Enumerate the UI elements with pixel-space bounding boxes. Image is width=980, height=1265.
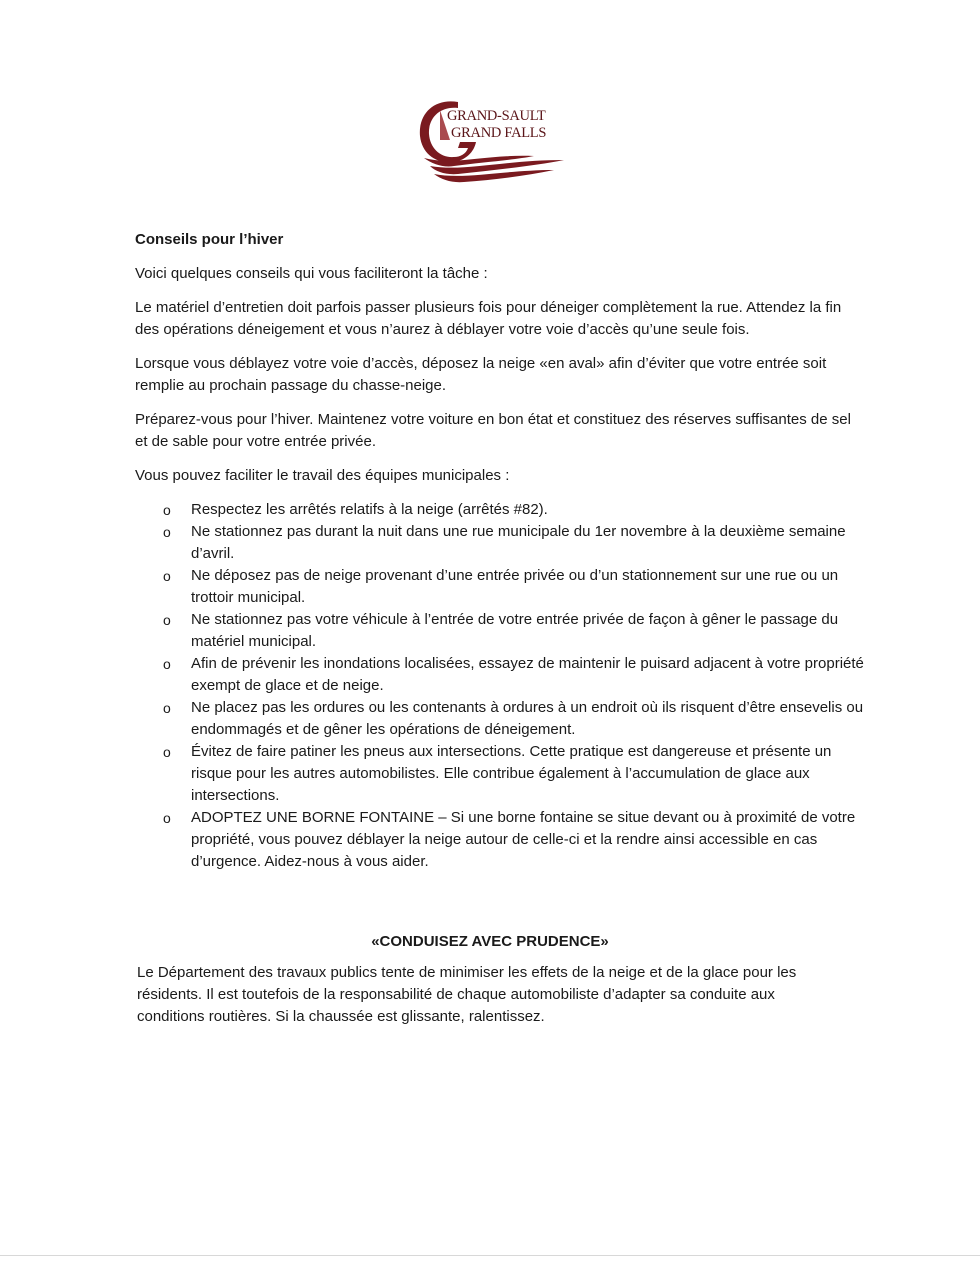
intro-paragraph: Voici quelques conseils qui vous faciliteront la tâche : <box>135 265 488 282</box>
closing-paragraph: Le Département des travaux publics tente de minimiser les effets de la neige et de la glace pour les résidents. Il est toutefois de la responsabilité de chaque automobiliste d’adapter sa conduite aux conditions routières. Si la chaussée est glissante, ralentissez. <box>137 964 797 1025</box>
list-item <box>135 499 865 521</box>
bullet-circle-icon: o <box>163 700 171 716</box>
paragraph-1: Le matériel d’entretien doit parfois passer plusieurs fois pour déneiger complètement la rue. Attendez la fin des opérations déneigement et vous n’aurez à déblayer votre voie d’accès qu’une seule fois. <box>135 299 842 338</box>
paragraph-4: Vous pouvez faciliter le travail des équipes municipales : <box>135 467 510 484</box>
list-item-text: Ne stationnez pas durant la nuit dans une rue municipale du 1er novembre à la deuxième semaine d’avril. <box>191 523 846 562</box>
list-item <box>135 609 865 653</box>
list-item <box>135 807 865 873</box>
list-item <box>135 653 865 697</box>
paragraph-2: Lorsque vous déblayez votre voie d’accès, déposez la neige «en aval» afin d’éviter que votre entrée soit remplie au prochain passage du chasse-neige. <box>135 355 827 394</box>
list-item-text: Afin de prévenir les inondations localisées, essayez de maintenir le puisard adjacent à votre propriété exempt de glace et de neige. <box>191 655 864 694</box>
bullet-circle-icon: o <box>163 744 171 760</box>
bullet-circle-icon: o <box>163 502 171 518</box>
grand-falls-logo <box>414 96 584 186</box>
list-item-text: Ne placez pas les ordures ou les contenants à ordures à un endroit où ils risquent d’être ensevelis ou endommagés et de gêner les opérations de déneigement. <box>191 699 864 738</box>
logo-text-line2: GRAND FALLS <box>451 125 547 141</box>
list-item-text: Ne stationnez pas votre véhicule à l’entrée de votre entrée privée de façon à gêner le passage du matériel municipal. <box>191 611 839 650</box>
scan-edge-divider <box>0 1255 980 1256</box>
section-title: «CONDUISEZ AVEC PRUDENCE» <box>371 933 609 950</box>
paragraph-3: Préparez-vous pour l’hiver. Maintenez votre voiture en bon état et constituez des réserves suffisantes de sel et de sable pour votre entrée privée. <box>135 411 851 450</box>
list-item <box>135 697 865 741</box>
list-item <box>135 521 865 565</box>
document-body <box>135 229 865 873</box>
list-item-text: Évitez de faire patiner les pneus aux intersections. Cette pratique est dangereuse et présente un risque pour les autres automobilistes. Elle contribue également à l’accumulation de glace aux intersections. <box>191 743 832 804</box>
bullet-circle-icon: o <box>163 656 171 672</box>
page-title: Conseils pour l’hiver <box>135 231 284 248</box>
tips-list <box>135 499 865 873</box>
bullet-circle-icon: o <box>163 612 171 628</box>
bullet-circle-icon: o <box>163 568 171 584</box>
list-item-text: ADOPTEZ UNE BORNE FONTAINE – Si une borne fontaine se situe devant ou à proximité de votre propriété, vous pouvez déblayer la neige autour de celle-ci et la rendre ainsi accessible en cas d’urgence. Aidez-nous à vous aider. <box>191 809 856 870</box>
list-item <box>135 565 865 609</box>
list-item <box>135 741 865 807</box>
bullet-circle-icon: o <box>163 524 171 540</box>
list-item-text: Ne déposez pas de neige provenant d’une entrée privée ou d’un stationnement sur une rue ou un trottoir municipal. <box>191 567 839 606</box>
list-item-text: Respectez les arrêtés relatifs à la neige (arrêtés #82). <box>191 501 548 518</box>
logo-text-line1: GRAND-SAULT <box>447 108 546 124</box>
bullet-circle-icon: o <box>163 810 171 826</box>
